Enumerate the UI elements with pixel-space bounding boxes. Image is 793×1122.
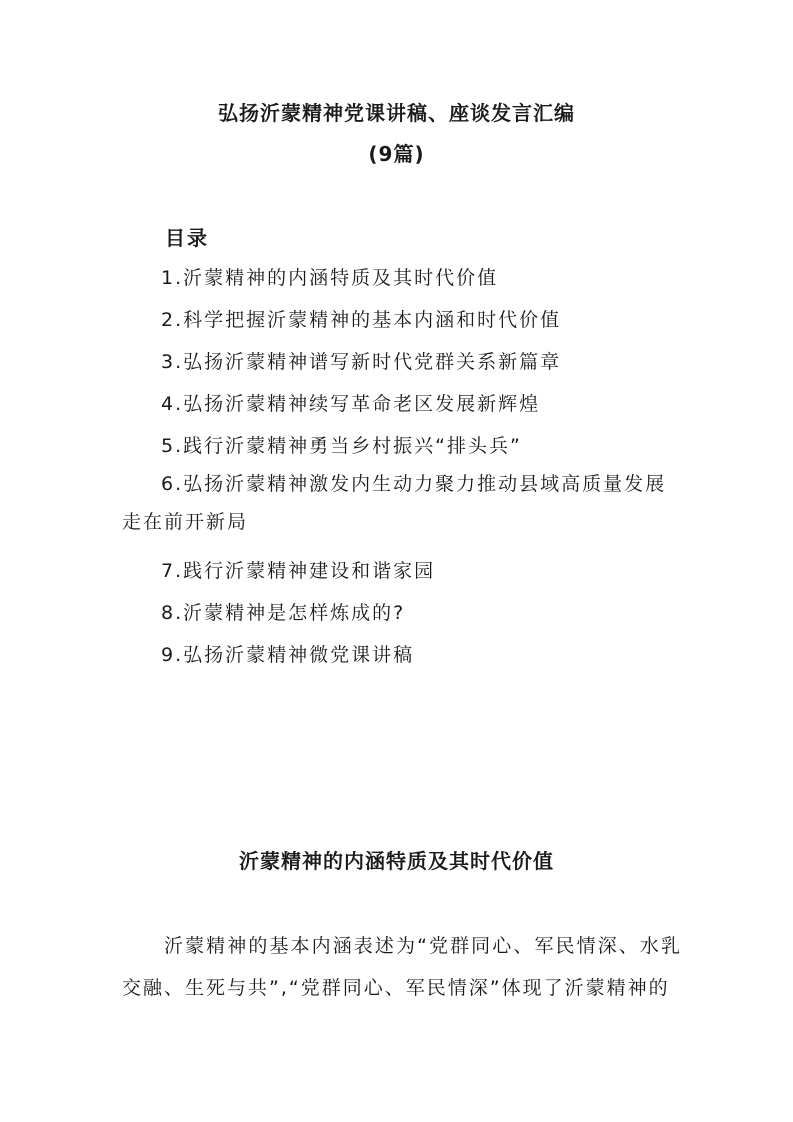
- toc-item-6[interactable]: 6.弘扬沂蒙精神激发内生动力聚力推动县域高质量发展走在前开新局: [122, 473, 667, 533]
- toc-item-7[interactable]: 7.践行沂蒙精神建设和谐家园: [161, 560, 436, 582]
- toc-item-8[interactable]: 8.沂蒙精神是怎样炼成的?: [161, 602, 406, 624]
- toc-item-5[interactable]: 5.践行沂蒙精神勇当乡村振兴“排头兵”: [161, 435, 522, 457]
- toc-item-1[interactable]: 1.沂蒙精神的内涵特质及其时代价值: [161, 267, 499, 289]
- document-title: 弘扬沂蒙精神党课讲稿、座谈发言汇编: [218, 101, 575, 125]
- body-paragraph: 沂蒙精神的基本内涵表述为“党群同心、军民情深、水乳交融、生死与共”,“党群同心、军民情深”体现了沂蒙精神的: [122, 935, 682, 999]
- toc-heading: 目录: [165, 226, 209, 250]
- section-title: 沂蒙精神的内涵特质及其时代价值: [239, 849, 554, 873]
- toc-item-2[interactable]: 2.科学把握沂蒙精神的基本内涵和时代价值: [161, 309, 562, 331]
- toc-item-3[interactable]: 3.弘扬沂蒙精神谱写新时代党群关系新篇章: [161, 351, 562, 373]
- toc-item-9[interactable]: 9.弘扬沂蒙精神微党课讲稿: [161, 644, 415, 666]
- toc-item-4[interactable]: 4.弘扬沂蒙精神续写革命老区发展新辉煌: [161, 393, 541, 415]
- document-subtitle: (9篇): [368, 142, 425, 166]
